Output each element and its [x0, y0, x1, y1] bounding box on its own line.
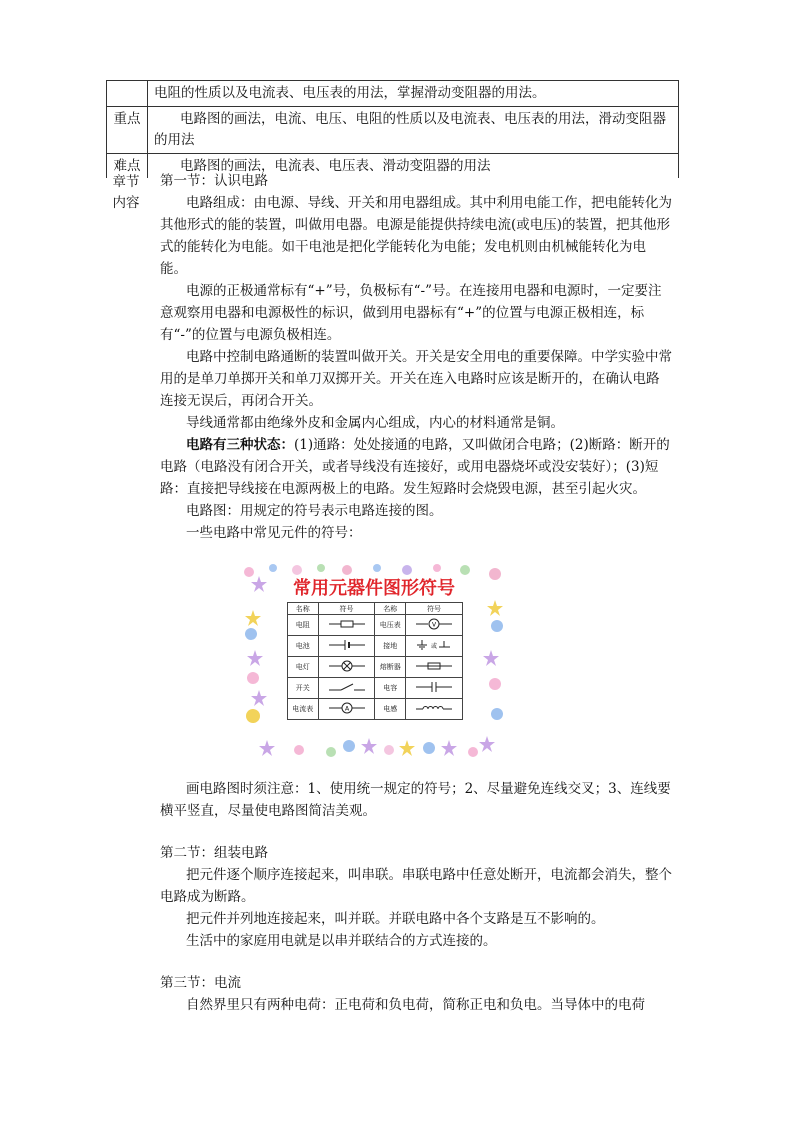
paragraph: 导线通常都由绝缘外皮和金属内心组成，内心的材料通常是铜。 [186, 415, 564, 431]
table-row [288, 699, 463, 720]
section-title: 第三节：电流 [160, 975, 241, 991]
col-header-symbol: 符号 [318, 603, 375, 615]
paragraph: 把元件逐个顺序连接起来，叫串联。串联电路中任意处断开，电流都会消失，整个电路成为断路。 [160, 867, 672, 905]
table-row [288, 678, 463, 699]
component-name: 电容 [375, 678, 406, 699]
battery-symbol-icon [318, 636, 375, 657]
voltmeter-symbol-icon [406, 615, 463, 636]
paragraph: 画电路图时须注意：1、使用统一规定的符号；2、尽量避免连线交叉；3、连线要横平竖直，尽量使电路图简洁美观。 [160, 781, 671, 819]
section-title: 第二节：组装电路 [160, 845, 268, 861]
component-name: 电流表 [288, 699, 319, 720]
circuit-states-heading: 电路有三种状态： [186, 437, 294, 453]
fuse-symbol-icon [406, 657, 463, 678]
component-symbols-figure [237, 560, 511, 764]
paragraph: 电源的正极通常标有“+”号，负极标有“-”号。在连接用电器和电源时，一定要注意观察用电器和电源极性的标识，做到用电器标有“+”的位置与电源正极相连，标有“-”的位置与电源负极相连。 [160, 283, 662, 343]
section-title: 第一节：认识电路 [160, 173, 268, 189]
component-name: 接地 [375, 636, 406, 657]
table-row [288, 657, 463, 678]
switch-symbol-icon [318, 678, 375, 699]
component-name: 电灯 [288, 657, 319, 678]
section-1-tail [160, 778, 672, 822]
section-1 [160, 170, 672, 544]
table-row [288, 636, 463, 657]
paragraph: 自然界里只有两种电荷：正电荷和负电荷，简称正电和负电。当导体中的电荷 [186, 997, 645, 1013]
capacitor-symbol-icon [406, 678, 463, 699]
col-header-symbol: 符号 [406, 603, 463, 615]
table-header-row [288, 603, 463, 615]
section-3 [160, 972, 672, 1016]
ground-or-text: 或 [431, 643, 438, 650]
section-2 [160, 842, 672, 952]
col-header-name: 名称 [288, 603, 319, 615]
ammeter-symbol-icon [318, 699, 375, 720]
component-name: 开关 [288, 678, 319, 699]
lesson-goals-table [106, 80, 679, 178]
circuit-states-text: (1)通路：处处接通的电路，又叫做闭合电路；(2)断路：断开的电路（电路没有闭合开关，或者导线没有连接好，或用电器烧坏或没安装好）；(3)短路：直接把导线接在电源两极上的电路。发生短路时会烧毁电源，甚至引起火灾。 [160, 437, 670, 497]
resistor-symbol-icon [318, 615, 375, 636]
figure-title: 常用元器件图形符号 [293, 578, 455, 599]
ground-symbol-icon [406, 636, 463, 657]
paragraph: 电路中控制电路通断的装置叫做开关。开关是安全用电的重要保障。中学实验中常用的是单刀单掷开关和单刀双掷开关。开关在连入电路时应该是断开的，在确认电路连接无误后，再闭合开关。 [160, 349, 672, 409]
symbols-table [287, 602, 463, 720]
paragraph: 电路组成：由电源、导线、开关和用电器组成。其中利用电能工作，把电能转化为其他形式的能的装置，叫做用电器。电源是能提供持续电流(或电压)的装置，把其他形式的能转化为电能。如干电池是把化学能转化为电能；发电机则由机械能转化为电能。 [160, 195, 672, 277]
component-name: 电池 [288, 636, 319, 657]
component-name: 电压表 [375, 615, 406, 636]
component-name: 电阻 [288, 615, 319, 636]
col-header-name: 名称 [375, 603, 406, 615]
key-points-label: 重点 [107, 107, 148, 154]
side-label-line2: 内容 [112, 195, 140, 211]
table-row [107, 81, 679, 107]
paragraph: 电路图：用规定的符号表示电路连接的图。 [186, 503, 443, 519]
goal-text: 电阻的性质以及电流表、电压表的用法，掌握滑动变阻器的用法。 [148, 81, 679, 107]
table-label-empty [107, 81, 148, 107]
key-points-text [148, 107, 679, 154]
key-points-value: 电路图的画法，电流、电压、电阻的性质以及电流表、电压表的用法，滑动变阻器的用法 [154, 111, 666, 148]
table-row [107, 107, 679, 154]
side-label-line1: 章节 [112, 174, 140, 190]
paragraph: 一些电路中常见元件的符号： [186, 525, 362, 541]
paragraph [160, 434, 672, 500]
difficulty-label: 难点 [107, 154, 148, 179]
chapter-content-label [106, 172, 146, 214]
lamp-symbol-icon [318, 657, 375, 678]
difficulty-value: 电路图的画法，电流表、电压表、滑动变阻器的用法 [180, 158, 491, 174]
paragraph: 生活中的家庭用电就是以串并联结合的方式连接的。 [186, 933, 497, 949]
table-row [288, 615, 463, 636]
component-name: 熔断器 [375, 657, 406, 678]
meter-letter-v: V [431, 621, 437, 629]
meter-letter-a: A [344, 705, 349, 713]
component-name: 电感 [375, 699, 406, 720]
paragraph: 把元件并列地连接起来，叫并联。并联电路中各个支路是互不影响的。 [186, 911, 605, 927]
inductor-symbol-icon [406, 699, 463, 720]
